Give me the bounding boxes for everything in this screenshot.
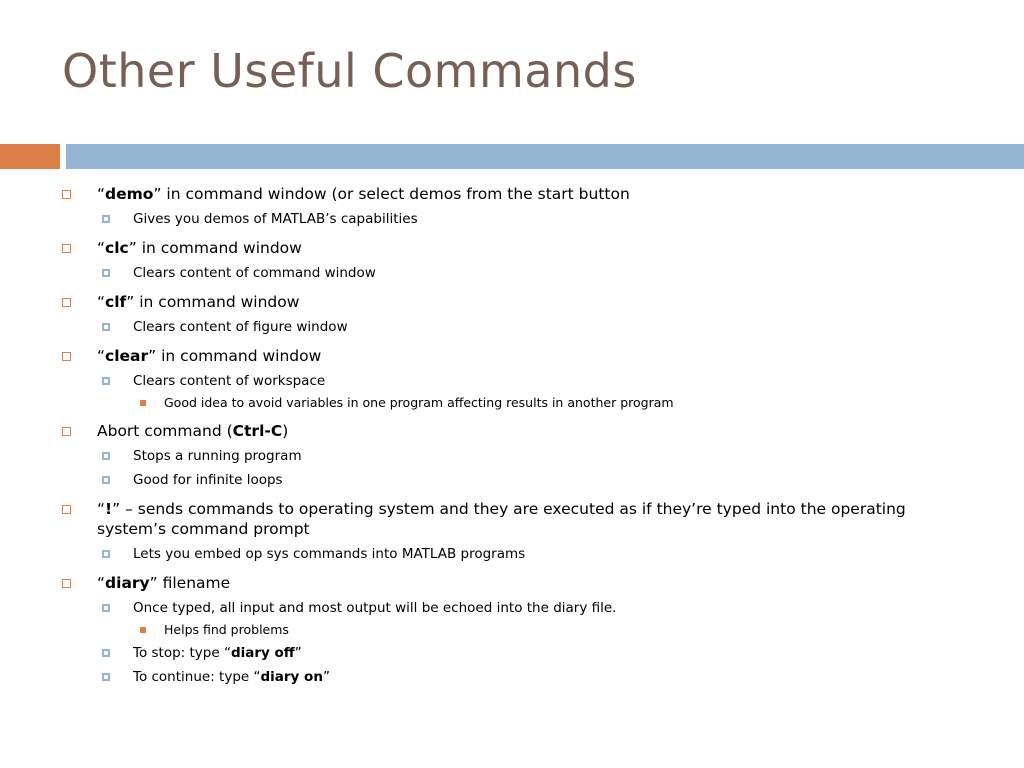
accent-bar-blue xyxy=(66,144,1024,169)
sub-bullet-text: Gives you demos of MATLAB’s capabilities xyxy=(133,211,418,227)
sub-bullet-item xyxy=(0,447,1024,465)
filled-square-bullet-icon xyxy=(140,400,146,406)
bullet-item-bang xyxy=(0,499,1024,539)
bullet-item-abort xyxy=(0,421,1024,441)
command-name: Ctrl-C xyxy=(232,422,283,440)
filled-square-bullet-icon xyxy=(140,627,146,633)
bullet-text-pre: “ xyxy=(97,185,106,203)
command-name: clf xyxy=(105,293,127,311)
bullet-text-pre: “ xyxy=(97,500,106,518)
bullet-list xyxy=(0,182,1024,686)
sub-bullet-text: Lets you embed op sys commands into MATLAB programs xyxy=(133,546,526,562)
sub-bullet-text: Clears content of command window xyxy=(133,265,376,281)
bullet-item-diary xyxy=(0,573,1024,593)
sub-bullet-item xyxy=(0,318,1024,336)
sub-sub-bullet-text: Good idea to avoid variables in one program affecting results in another program xyxy=(164,395,674,410)
square-bullet-icon xyxy=(102,323,110,331)
sub-sub-bullet-item xyxy=(0,622,1024,638)
command-name: clc xyxy=(105,239,129,257)
bullet-item-clear xyxy=(0,346,1024,366)
square-bullet-icon xyxy=(102,215,110,223)
bullet-text-pre: “ xyxy=(97,574,106,592)
square-bullet-icon xyxy=(102,550,110,558)
bullet-text-pre: “ xyxy=(97,293,106,311)
hollow-square-bullet-icon xyxy=(62,579,71,588)
hollow-square-bullet-icon xyxy=(62,190,71,199)
sub-bullet-item xyxy=(0,668,1024,686)
square-bullet-icon xyxy=(102,452,110,460)
slide-title: Other Useful Commands xyxy=(62,44,637,98)
bullet-text-post: ” in command window xyxy=(148,347,322,365)
bullet-text-post: ” – sends commands to operating system and they are executed as if they’re typed into the operating system’s command prompt xyxy=(97,500,906,538)
sub-bullet-text: Good for infinite loops xyxy=(133,472,283,488)
hollow-square-bullet-icon xyxy=(62,298,71,307)
square-bullet-icon xyxy=(102,673,110,681)
command-name: ! xyxy=(105,500,113,518)
hollow-square-bullet-icon xyxy=(62,244,71,253)
sub-bullet-item xyxy=(0,644,1024,662)
bullet-text-post: ” in command window xyxy=(126,293,300,311)
bullet-text-pre: “ xyxy=(97,347,106,365)
bullet-text-pre: Abort command ( xyxy=(97,422,233,440)
command-name: diary xyxy=(105,574,150,592)
command-name: diary off xyxy=(230,645,295,661)
command-name: clear xyxy=(105,347,149,365)
accent-bar-orange xyxy=(0,144,60,169)
sub-bullet-text: Stops a running program xyxy=(133,448,302,464)
sub-sub-bullet-text: Helps find problems xyxy=(164,622,289,637)
sub-bullet-text-post: ” xyxy=(322,669,330,685)
sub-sub-bullet-item xyxy=(0,395,1024,411)
hollow-square-bullet-icon xyxy=(62,427,71,436)
sub-bullet-text: Clears content of figure window xyxy=(133,319,348,335)
square-bullet-icon xyxy=(102,476,110,484)
bullet-text-post: ” in command window (or select demos from the start button xyxy=(153,185,630,203)
bullet-item-clf xyxy=(0,292,1024,312)
command-name: demo xyxy=(105,185,154,203)
square-bullet-icon xyxy=(102,269,110,277)
sub-bullet-text: Once typed, all input and most output will be echoed into the diary file. xyxy=(133,600,617,616)
sub-bullet-text-pre: To stop: type “ xyxy=(133,645,231,661)
bullet-text-post: ) xyxy=(282,422,289,440)
command-name: diary on xyxy=(260,669,323,685)
sub-bullet-item xyxy=(0,210,1024,228)
square-bullet-icon xyxy=(102,604,110,612)
hollow-square-bullet-icon xyxy=(62,352,71,361)
bullet-item-demo xyxy=(0,184,1024,204)
bullet-text-pre: “ xyxy=(97,239,106,257)
hollow-square-bullet-icon xyxy=(62,505,71,514)
square-bullet-icon xyxy=(102,377,110,385)
sub-bullet-item xyxy=(0,471,1024,489)
sub-bullet-text-post: ” xyxy=(294,645,302,661)
sub-bullet-text-pre: To continue: type “ xyxy=(133,669,261,685)
bullet-item-clc xyxy=(0,238,1024,258)
sub-bullet-item xyxy=(0,372,1024,390)
bullet-text-post: ” in command window xyxy=(128,239,302,257)
square-bullet-icon xyxy=(102,649,110,657)
sub-bullet-item xyxy=(0,264,1024,282)
bullet-text-post: ” filename xyxy=(149,574,231,592)
sub-bullet-item xyxy=(0,599,1024,617)
sub-bullet-item xyxy=(0,545,1024,563)
sub-bullet-text: Clears content of workspace xyxy=(133,373,326,389)
